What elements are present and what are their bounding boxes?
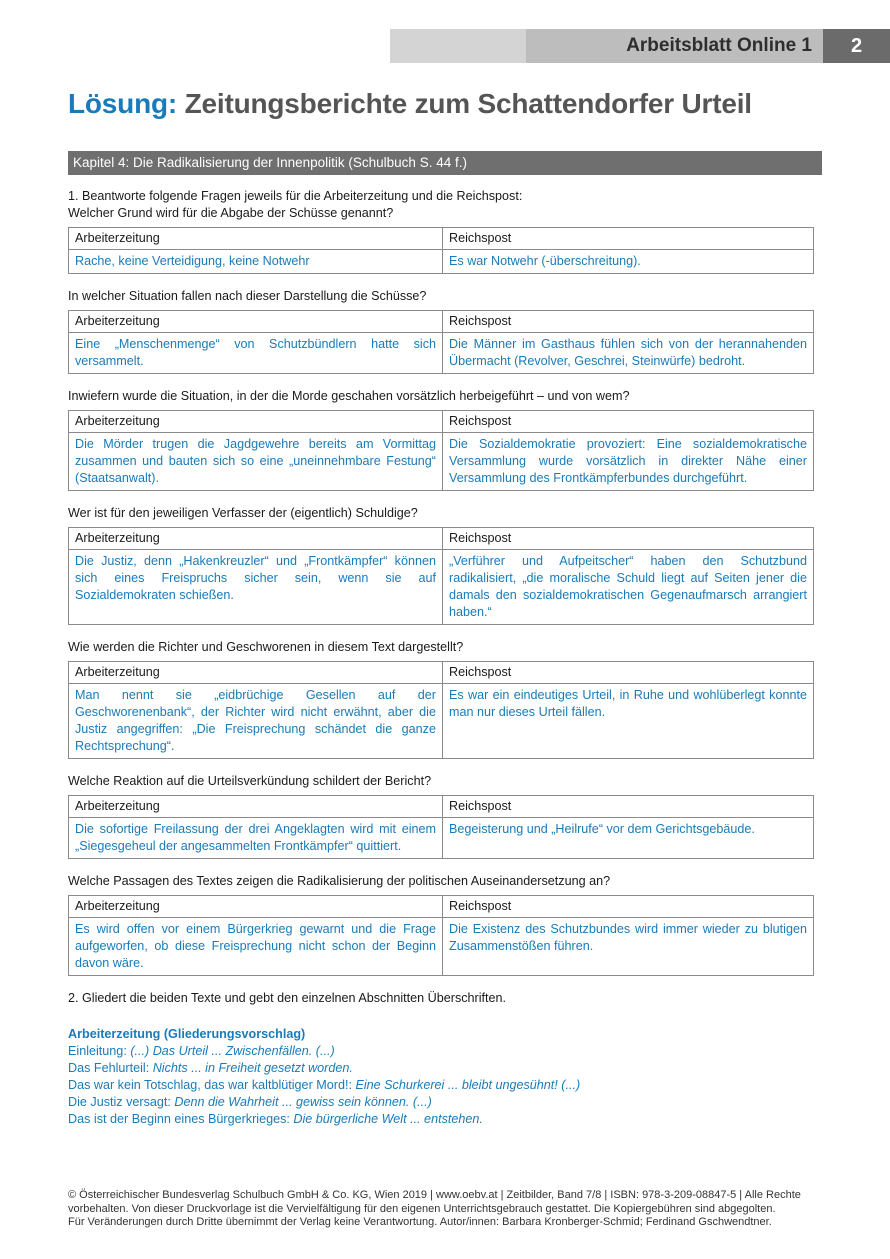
title-accent: Lösung: (68, 88, 178, 119)
column-header-arbeiterzeitung: Arbeiterzeitung (69, 896, 443, 918)
title-text: Zeitungsberichte zum Schattendorfer Urteil (184, 88, 752, 119)
outline-item (68, 1111, 814, 1128)
outline-item-label: Einleitung: (68, 1044, 131, 1058)
answer-row (69, 918, 814, 976)
answer-table-header (69, 662, 814, 684)
question-text: Wer ist für den jeweiligen Verfasser der (eigentlich) Schuldige? (68, 506, 418, 520)
task2-intro: 2. Gliedert die beiden Texte und gebt den einzelnen Abschnitten Überschriften. (68, 991, 507, 1005)
outline-item-label: Die Justiz versagt: (68, 1095, 175, 1109)
question-text: Welche Reaktion auf die Urteilsverkündung schildert der Bericht? (68, 774, 432, 788)
column-header-reichspost: Reichspost (443, 896, 814, 918)
column-header-arbeiterzeitung: Arbeiterzeitung (69, 528, 443, 550)
answer-table (68, 410, 814, 491)
answer-table-header (69, 528, 814, 550)
answer-arbeiterzeitung: Man nennt sie „eidbrüchige Gesellen auf der Geschworenenbank“, der Richter wird nicht erwähnt, aber die Justiz angegriffen: „Die Freisprechung schändet die ganze Rechtsprechung“. (69, 684, 443, 759)
answer-reichspost: Es war ein eindeutiges Urteil, in Ruhe und wohlüberlegt konnte man nur dieses Urteil fällen. (443, 684, 814, 759)
outline-list (68, 1043, 814, 1128)
answer-table-header (69, 228, 814, 250)
task1-intro: 1. Beantworte folgende Fragen jeweils für die Arbeiterzeitung und die Reichspost: (68, 189, 523, 203)
outline-item-quote: Denn die Wahrheit ... gewiss sein können. (...) (174, 1095, 432, 1109)
answer-reichspost: Die Männer im Gasthaus fühlen sich von der herannahenden Übermacht (Revolver, Geschrei, Steinwürfe) bedroht. (443, 333, 814, 374)
footer-line-2: vorbehalten. Von dieser Druckvorlage ist die Vervielfältigung für den eigenen Unterrichtsgebrauch gestattet. Die Kopiergebühren sind abgegolten. (68, 1202, 776, 1215)
column-header-arbeiterzeitung: Arbeiterzeitung (69, 228, 443, 250)
outline-item-quote: (...) Das Urteil ... Zwischenfällen. (...) (130, 1044, 335, 1058)
footer-line-3: Für Veränderungen durch Dritte übernimmt der Verlag keine Verantwortung. Autor/innen: Barbara Kronberger-Schmid; Ferdinand Gschwendtner. (68, 1216, 772, 1228)
worksheet-content (68, 188, 814, 1128)
outline-item-quote: Die bürgerliche Welt ... entstehen. (293, 1112, 483, 1126)
answer-reichspost: Begeisterung und „Heilrufe“ vor dem Gerichtsgebäude. (443, 818, 814, 859)
outline-item (68, 1043, 814, 1060)
answer-row (69, 550, 814, 625)
question-text: Welcher Grund wird für die Abgabe der Schüsse genannt? (68, 206, 394, 220)
column-header-arbeiterzeitung: Arbeiterzeitung (69, 411, 443, 433)
answer-row (69, 433, 814, 491)
answer-table-header (69, 896, 814, 918)
answer-reichspost: Es war Notwehr (-überschreitung). (443, 250, 814, 274)
answer-reichspost: Die Sozialdemokratie provoziert: Eine sozialdemokratische Versammlung wurde vorsätzlich in direkter Nähe einer Versammlung des Frontkämpferbundes durchgeführt. (443, 433, 814, 491)
outline-item (68, 1094, 814, 1111)
column-header-reichspost: Reichspost (443, 528, 814, 550)
answer-arbeiterzeitung: Die Justiz, denn „Hakenkreuzler“ und „Frontkämpfer“ können sich eines Freispruchs sicher sein, wenn sie auf Sozialdemokraten schießen. (69, 550, 443, 625)
outline-heading: Arbeiterzeitung (Gliederungsvorschlag) (68, 1027, 306, 1041)
answer-table-header (69, 311, 814, 333)
answer-row (69, 684, 814, 759)
outline-item (68, 1077, 814, 1094)
answer-table (68, 310, 814, 374)
question-text: Inwiefern wurde die Situation, in der die Morde geschahen vorsätzlich herbeigeführt – und von wem? (68, 389, 630, 403)
answer-table (68, 661, 814, 759)
answer-reichspost: Die Existenz des Schutzbundes wird immer wieder zu blutigen Zusammenstößen führen. (443, 918, 814, 976)
outline-item-label: Das Fehlurteil: (68, 1061, 153, 1075)
outline-item-label: Das war kein Totschlag, das war kaltblütiger Mord!: (68, 1078, 356, 1092)
column-header-arbeiterzeitung: Arbeiterzeitung (69, 311, 443, 333)
column-header-reichspost: Reichspost (443, 411, 814, 433)
answer-arbeiterzeitung: Die Mörder trugen die Jagdgewehre bereits am Vormittag zusammen und bauten sich so eine „uneinnehmbare Festung“ (Staatsanwalt). (69, 433, 443, 491)
question-text: Wie werden die Richter und Geschworenen in diesem Text dargestellt? (68, 640, 464, 654)
copyright-footer (68, 1189, 828, 1230)
answer-table (68, 795, 814, 859)
answer-row (69, 333, 814, 374)
question-list (68, 205, 814, 976)
outline-item-quote: Eine Schurkerei ... bleibt ungesühnt! (...) (355, 1078, 581, 1092)
answer-arbeiterzeitung: Rache, keine Verteidigung, keine Notwehr (69, 250, 443, 274)
answer-arbeiterzeitung: Es wird offen vor einem Bürgerkrieg gewarnt und die Frage aufgeworfen, ob diese Freisprechung nicht schon der Beginn davon wäre. (69, 918, 443, 976)
worksheet-label: Arbeitsblatt Online 1 (626, 35, 812, 56)
header-bar (390, 29, 890, 63)
outline-item (68, 1060, 814, 1077)
question-text: In welcher Situation fallen nach dieser Darstellung die Schüsse? (68, 289, 427, 303)
column-header-reichspost: Reichspost (443, 796, 814, 818)
page-number: 2 (823, 29, 890, 63)
answer-row (69, 818, 814, 859)
header-bar-light-segment (390, 29, 526, 63)
answer-row (69, 250, 814, 274)
outline-item-label: Das ist der Beginn eines Bürgerkrieges: (68, 1112, 294, 1126)
column-header-reichspost: Reichspost (443, 228, 814, 250)
column-header-reichspost: Reichspost (443, 662, 814, 684)
page-title (68, 88, 752, 120)
column-header-arbeiterzeitung: Arbeiterzeitung (69, 796, 443, 818)
answer-arbeiterzeitung: Eine „Menschenmenge“ von Schutzbündlern hatte sich versammelt. (69, 333, 443, 374)
answer-table-header (69, 796, 814, 818)
answer-table (68, 527, 814, 625)
chapter-banner: Kapitel 4: Die Radikalisierung der Innenpolitik (Schulbuch S. 44 f.) (68, 151, 822, 175)
outline-item-quote: Nichts ... in Freiheit gesetzt worden. (152, 1061, 353, 1075)
answer-table-header (69, 411, 814, 433)
outline-section (68, 1026, 814, 1128)
column-header-reichspost: Reichspost (443, 311, 814, 333)
answer-table (68, 895, 814, 976)
footer-line-1: © Österreichischer Bundesverlag Schulbuch GmbH & Co. KG, Wien 2019 | www.oebv.at | Zeitbilder, Band 7/8 | ISBN: 978-3-209-08847-5 | Alle Rechte (68, 1189, 801, 1201)
column-header-arbeiterzeitung: Arbeiterzeitung (69, 662, 443, 684)
answer-reichspost: „Verführer und Aufpeitscher“ haben den Schutzbund radikalisiert, „die moralische Schuld liegt auf Seiten jener die damals den sozialdemokratischen Gegenaufmarsch arrangiert haben.“ (443, 550, 814, 625)
answer-table (68, 227, 814, 274)
answer-arbeiterzeitung: Die sofortige Freilassung der drei Angeklagten wird mit einem „Siegesgeheul der angesammelten Frontkämpfer“ quittiert. (69, 818, 443, 859)
question-text: Welche Passagen des Textes zeigen die Radikalisierung der politischen Auseinandersetzung an? (68, 874, 611, 888)
